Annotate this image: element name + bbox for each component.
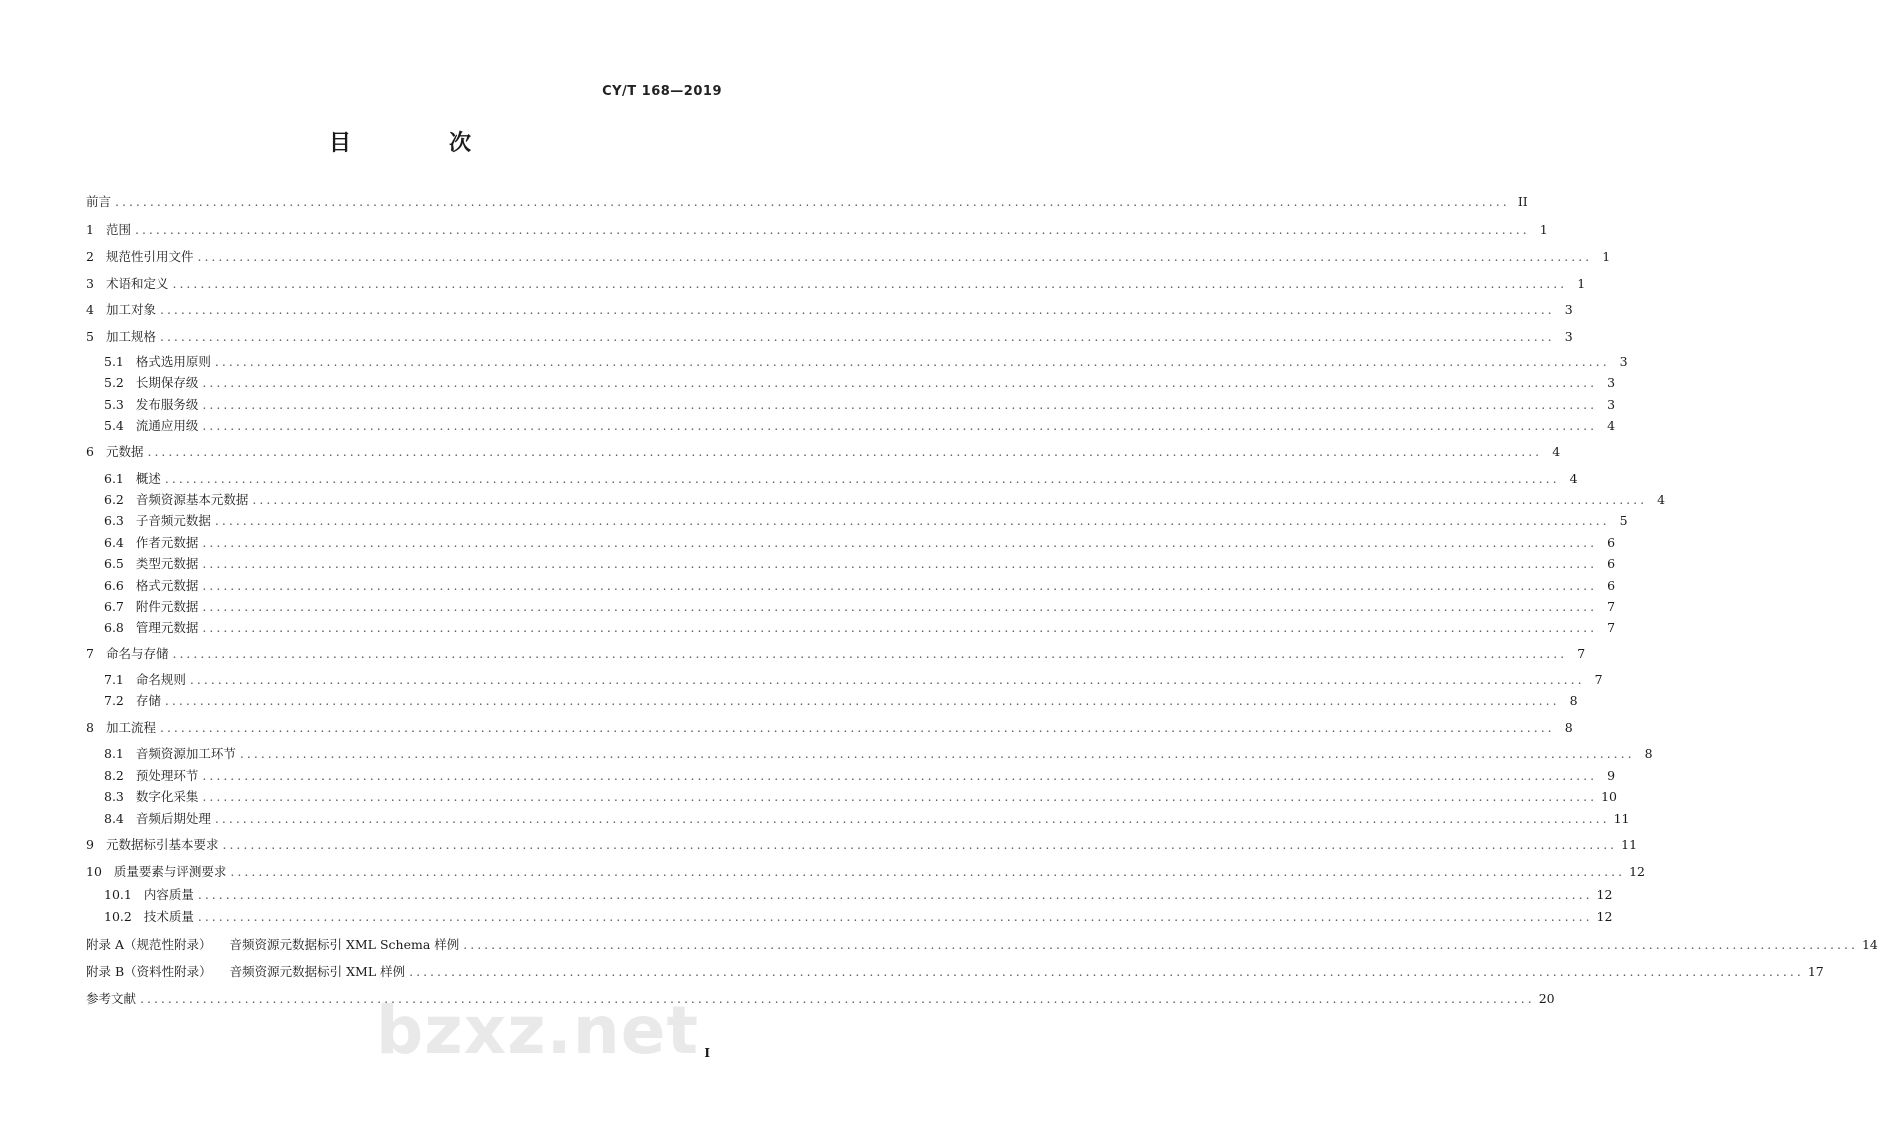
toc-entry-page: 7 [1594,672,1603,687]
toc-entry-number: 4 [86,302,94,317]
toc-entry-number: 8.3 [104,789,124,804]
toc-entry-number: 9 [86,837,94,852]
toc-entry-label [86,599,202,615]
leader-dots: ........................................................................................................................................................................................................ [239,746,1635,761]
toc-entry-page: 11 [1621,837,1638,852]
toc-entry-page: 4 [1607,418,1616,433]
toc-entry-label [86,646,172,662]
toc-entry-title: 流通应用级 [135,418,199,433]
toc-entry[interactable] [86,350,1628,370]
leader-dots: ........................................................................................................................................................................................................ [202,789,1598,804]
toc-entry[interactable] [86,668,1603,688]
leader-dots: ........................................................................................................................................................................................................ [202,375,1598,390]
leader-dots: ........................................................................................................................................................................................................ [115,194,1510,209]
toc-entry-title: 规范性引用文件 [105,249,194,264]
toc-entry-label [86,693,165,709]
toc-entry-number: 5.4 [104,418,124,433]
leader-dots: ........................................................................................................................................................................................................ [189,672,1585,687]
leader-dots: ........................................................................................................................................................................................................ [147,444,1543,459]
toc-entry-label [86,672,190,688]
toc-entry-label [86,276,172,292]
toc-entry-title: 管理元数据 [135,620,199,635]
toc-entry[interactable] [86,393,1616,413]
leader-dots: ........................................................................................................................................................................................................ [202,578,1598,593]
toc-entry[interactable] [86,742,1653,762]
toc-entry-label [86,249,197,265]
toc-entry-number: 10.1 [104,887,132,902]
toc-entry-page: 7 [1607,599,1616,614]
toc-entry[interactable] [86,807,1630,827]
toc-entry-number: 6.7 [104,599,124,614]
toc-entry-label [86,864,230,880]
toc-entry-number: 8.1 [104,746,124,761]
leader-dots: ........................................................................................................................................................................................................ [197,909,1593,924]
toc-entry-page: 7 [1577,646,1586,661]
toc-entry-page: 6 [1607,556,1616,571]
leader-dots: ........................................................................................................................................................................................................ [202,556,1598,571]
leader-dots: ........................................................................................................................................................................................................ [172,646,1568,661]
toc-entry-page: 1 [1602,249,1611,264]
leader-dots: ........................................................................................................................................................................................................ [159,720,1555,735]
leader-dots: ........................................................................................................................................................................................................ [164,471,1560,486]
toc-entry-title: 音频资源加工环节 [135,746,236,761]
toc-entry[interactable] [86,552,1616,572]
toc-entry[interactable] [86,190,1528,210]
toc-entry-page: 8 [1569,693,1578,708]
toc-entry-label [86,937,463,953]
toc-entry-title: 数字化采集 [135,789,199,804]
page-number: I [704,1046,710,1060]
toc-entry-label [86,811,215,827]
toc-entry-title: 命名规则 [135,672,186,687]
toc-entry-title: 音频资源元数据标引 XML Schema 样例 [229,937,460,952]
toc-entry-title: 加工流程 [105,720,156,735]
toc-entry-page: 4 [1569,471,1578,486]
toc-entry[interactable] [86,595,1616,615]
toc-entry-number: 2 [86,249,94,264]
toc-entry-label [86,444,147,460]
toc-entry[interactable] [86,245,1611,265]
toc-entry-page: 3 [1607,397,1616,412]
toc-entry-label [86,222,135,238]
toc-entry[interactable] [86,616,1616,636]
toc-entry[interactable] [86,298,1573,318]
toc-entry-title: 质量要素与评测要求 [113,864,227,879]
toc-entry-page: 12 [1629,864,1646,879]
toc-entry-number: 6.2 [104,492,124,507]
toc-entry[interactable] [86,531,1616,551]
toc-entry-label [86,620,202,636]
toc-entry-title: 内容质量 [143,887,194,902]
leader-dots: ........................................................................................................................................................................................................ [197,887,1593,902]
toc-entry[interactable] [86,689,1578,709]
leader-dots: ........................................................................................................................................................................................................ [140,991,1535,1006]
toc-entry-label [86,418,202,434]
toc-entry-title: 作者元数据 [135,535,199,550]
leader-dots: ........................................................................................................................................................................................................ [230,864,1626,879]
toc-entry[interactable] [86,488,1666,508]
toc-entry-title: 音频资源元数据标引 XML 样例 [229,964,406,979]
toc-entry-page: 12 [1596,909,1613,924]
toc-entry-label [86,302,160,318]
toc-entry-label [86,964,409,980]
toc-entry-label [86,471,165,487]
toc-entry-title: 附件元数据 [135,599,199,614]
toc-entry[interactable] [86,574,1616,594]
toc-entry[interactable] [86,716,1573,736]
toc-entry-number: 7.1 [104,672,124,687]
toc-entry-label [86,887,198,903]
toc-entry-page: 4 [1552,444,1561,459]
toc-entry-label [86,789,202,805]
toc-entry-number: 附录 A（规范性附录） [86,937,212,952]
leader-dots: ........................................................................................................................................................................................................ [202,535,1598,550]
toc-entry-page: 8 [1644,746,1653,761]
toc-entry-number: 5.2 [104,375,124,390]
toc-entry-page: 12 [1596,887,1613,902]
toc-entry-title: 发布服务级 [135,397,199,412]
leader-dots: ........................................................................................................................................................................................................ [159,329,1555,344]
toc-entry-page: 20 [1538,991,1555,1006]
toc-entry-number: 8 [86,720,94,735]
toc-entry[interactable] [86,509,1628,529]
toc-entry-title: 术语和定义 [105,276,169,291]
toc-entry[interactable] [86,272,1586,292]
leader-dots: ........................................................................................................................................................................................................ [172,276,1568,291]
toc-entry-label [86,397,202,413]
leader-dots: ........................................................................................................................................................................................................ [214,354,1610,369]
toc-entry-number: 1 [86,222,94,237]
toc-entry-title: 前言 [86,194,112,209]
toc-entry-title: 加工对象 [105,302,156,317]
toc-entry[interactable] [86,933,1878,953]
toc-entry-page: 6 [1607,535,1616,550]
toc-entry-number: 6.5 [104,556,124,571]
toc-entry-label [86,991,140,1007]
toc-entry-number: 6.1 [104,471,124,486]
toc-entry-title: 元数据标引基本要求 [105,837,219,852]
toc-entry-page: 11 [1613,811,1630,826]
toc-entry[interactable] [86,325,1573,345]
leader-dots: ........................................................................................................................................................................................................ [252,492,1648,507]
toc-entry[interactable] [86,642,1586,662]
toc-entry-number: 7 [86,646,94,661]
toc-entry-page: 7 [1607,620,1616,635]
toc-entry-label [86,329,160,345]
toc-entry[interactable] [86,371,1616,391]
toc-entry-title: 类型元数据 [135,556,199,571]
toc-entry[interactable] [86,764,1616,784]
toc-entry-page: 10 [1601,789,1617,804]
leader-dots: ........................................................................................................................................................................................................ [197,249,1593,264]
toc-entry[interactable] [86,883,1613,903]
toc-entry[interactable] [86,218,1548,238]
toc-entry-page: 6 [1607,578,1616,593]
toc-entry-page: 3 [1607,375,1616,390]
toc-entry-page: 9 [1607,768,1616,783]
toc-entry-number: 附录 B（资料性附录） [86,964,212,979]
toc-entry-title: 技术质量 [143,909,194,924]
leader-dots: ........................................................................................................................................................................................................ [222,837,1618,852]
toc-entry-page: 14 [1861,937,1878,952]
toc-entry-number: 7.2 [104,693,124,708]
toc-entry-number: 8.2 [104,768,124,783]
toc-entry-title: 音频资源基本元数据 [135,492,249,507]
toc-entry[interactable] [86,440,1561,460]
toc-entry[interactable] [86,905,1613,925]
toc-entry-page: 1 [1539,222,1548,237]
leader-dots: ........................................................................................................................................................................................................ [164,693,1560,708]
leader-dots: ........................................................................................................................................................................................................ [463,937,1858,952]
toc-entry-title: 概述 [135,471,161,486]
toc-entry[interactable] [86,414,1616,434]
toc-entry-page: 5 [1619,513,1628,528]
toc-entry-number: 10.2 [104,909,132,924]
page-title: 目 次 [328,131,509,156]
toc-entry-label [86,768,202,784]
toc-entry[interactable] [86,833,1638,853]
toc-entry-page: 3 [1564,329,1573,344]
toc-entry-title: 预处理环节 [135,768,199,783]
leader-dots: ........................................................................................................................................................................................................ [202,418,1598,433]
toc-entry-number: 5.1 [104,354,124,369]
toc-entry-number: 6.8 [104,620,124,635]
toc-entry-label [86,909,198,925]
toc-entry-number: 10 [86,864,102,879]
toc-entry-number: 8.4 [104,811,124,826]
toc-entry-title: 范围 [105,222,131,237]
toc-entry-title: 格式选用原则 [135,354,211,369]
toc-entry-label [86,194,115,210]
toc-entry-page: 3 [1564,302,1573,317]
toc-entry[interactable] [86,467,1578,487]
toc-entry-page: 17 [1807,964,1824,979]
toc-entry-page: II [1517,194,1528,209]
toc-entry-title: 长期保存级 [135,375,199,390]
toc-entry-number: 5.3 [104,397,124,412]
toc-entry-title: 音频后期处理 [135,811,211,826]
leader-dots: ........................................................................................................................................................................................................ [202,397,1598,412]
toc-entry-page: 3 [1619,354,1628,369]
leader-dots: ........................................................................................................................................................................................................ [134,222,1530,237]
document-code: CY/T 168—2019 [602,84,722,99]
toc-entry-label [86,513,215,529]
toc-entry-number: 6 [86,444,94,459]
toc-entry[interactable] [86,785,1617,805]
toc-entry-title: 参考文献 [86,991,137,1006]
toc-entry-number: 3 [86,276,94,291]
toc-entry-title: 格式元数据 [135,578,199,593]
toc-entry-number: 6.6 [104,578,124,593]
leader-dots: ........................................................................................................................................................................................................ [202,620,1598,635]
toc-entry-number: 6.3 [104,513,124,528]
toc-entry-label [86,746,240,762]
toc-entry-number: 5 [86,329,94,344]
leader-dots: ........................................................................................................................................................................................................ [159,302,1555,317]
toc-entry[interactable] [86,960,1824,980]
toc-entry-label [86,556,202,572]
toc-entry-title: 加工规格 [105,329,156,344]
toc-entry-label [86,354,215,370]
toc-entry-page: 1 [1577,276,1586,291]
toc-entry-label [86,720,160,736]
leader-dots: ........................................................................................................................................................................................................ [202,599,1598,614]
watermark-text: bzxz.net [376,992,700,1069]
toc-entry-title: 子音频元数据 [135,513,211,528]
toc-entry-title: 命名与存储 [105,646,169,661]
leader-dots: ........................................................................................................................................................................................................ [409,964,1804,979]
toc-entry-page: 8 [1564,720,1573,735]
toc-entry-label [86,492,252,508]
toc-entry-label [86,578,202,594]
leader-dots: ........................................................................................................................................................................................................ [214,811,1610,826]
leader-dots: ........................................................................................................................................................................................................ [214,513,1610,528]
leader-dots: ........................................................................................................................................................................................................ [202,768,1598,783]
toc-entry-page: 4 [1657,492,1666,507]
toc-entry-title: 存储 [135,693,161,708]
toc-entry[interactable] [86,860,1646,880]
toc-entry-number: 6.4 [104,535,124,550]
toc-entry-label [86,535,202,551]
toc-entry-title: 元数据 [105,444,144,459]
toc-entry-label [86,375,202,391]
toc-entry-label [86,837,222,853]
